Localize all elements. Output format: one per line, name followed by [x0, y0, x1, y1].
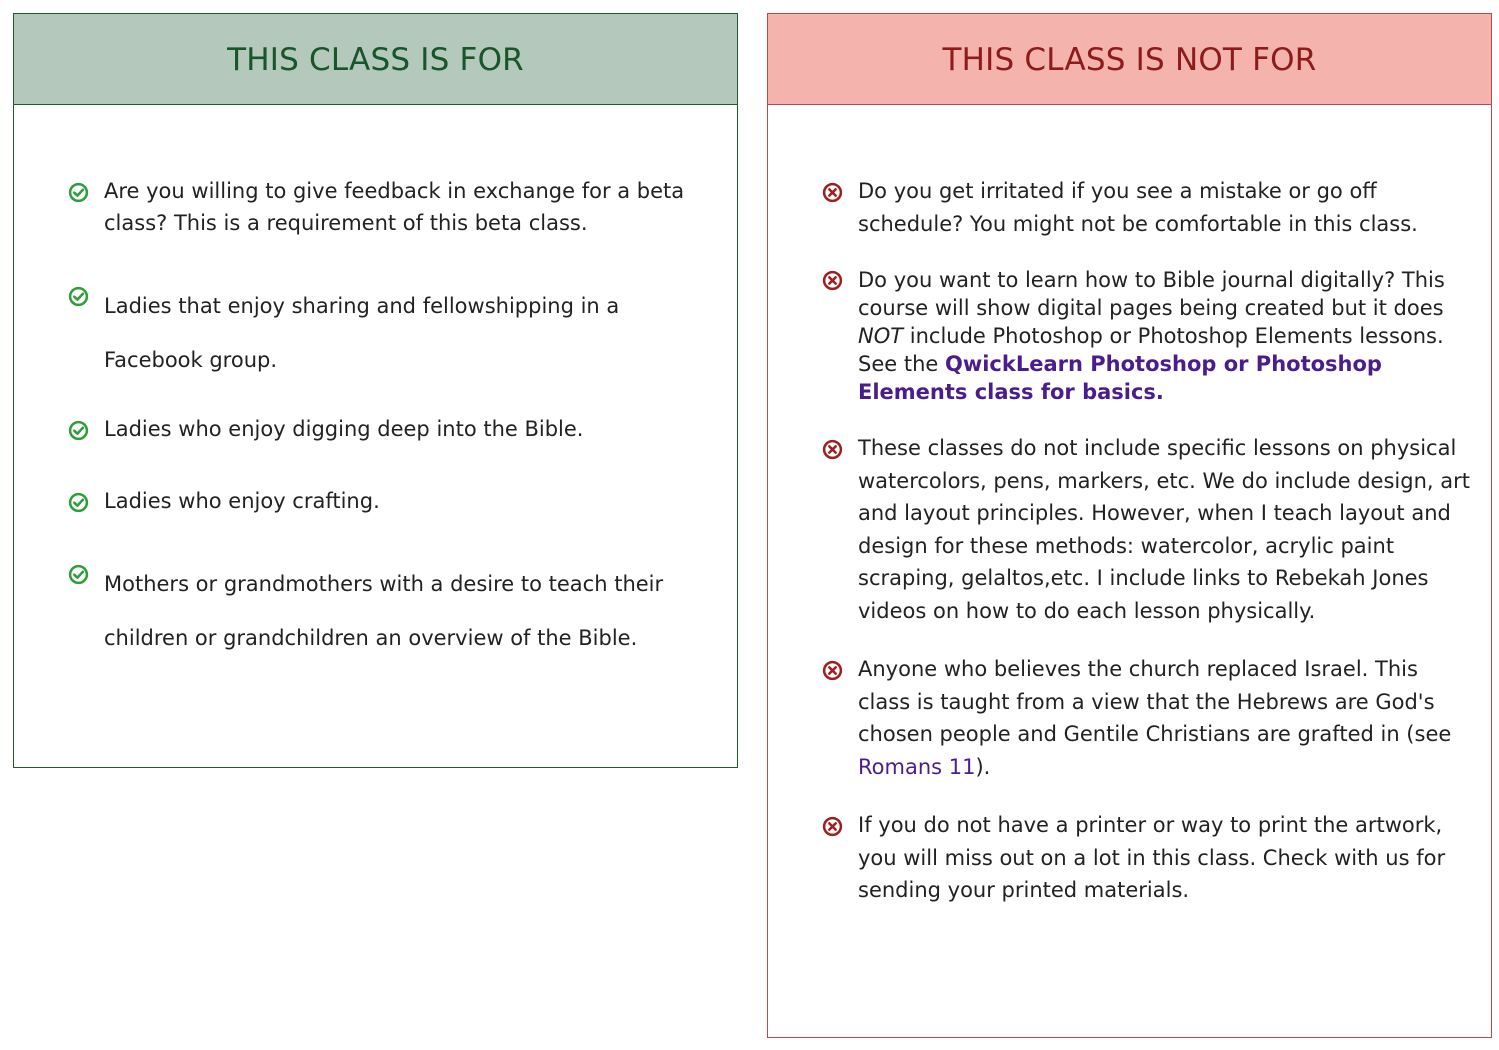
class-is-not-for-title: THIS CLASS IS NOT FOR — [768, 14, 1491, 105]
class-is-for-panel — [13, 13, 738, 768]
list-item — [68, 279, 699, 387]
list-item-text: Ladies who enjoy digging deep into the Bible. — [104, 417, 584, 441]
not-emphasis: NOT — [858, 324, 904, 348]
class-is-for-title: THIS CLASS IS FOR — [14, 14, 737, 105]
list-item — [68, 175, 699, 239]
list-item — [822, 653, 1475, 783]
list-item — [68, 557, 699, 665]
check-circle-icon — [68, 286, 89, 307]
check-circle-icon — [68, 182, 89, 203]
class-is-not-for-list — [822, 175, 1475, 933]
check-circle-icon — [68, 420, 89, 441]
list-item-text: If you do not have a printer or way to print the artwork, you will miss out on a lot in this class. Check with us for sending your printed materials. — [858, 813, 1446, 902]
x-circle-icon — [822, 270, 843, 291]
x-circle-icon — [822, 439, 843, 460]
list-item-text: Mothers or grandmothers with a desire to teach their children or grandchildren an overview of the Bible. — [104, 572, 664, 650]
list-item — [68, 413, 699, 445]
list-item — [822, 432, 1475, 627]
x-circle-icon — [822, 182, 843, 203]
list-item-text: Are you willing to give feedback in exchange for a beta class? This is a requirement of this beta class. — [104, 179, 685, 235]
list-item-text: Do you get irritated if you see a mistake or go off schedule? You might not be comfortable in this class. — [858, 179, 1418, 236]
list-item-text: These classes do not include specific lessons on physical watercolors, pens, markers, etc. We do include design, art and layout principles. However, when I teach layout and design for these methods: watercolor, acrylic paint scraping, gelaltos,etc. I include links to Rebekah Jones videos on how to do each lesson physically. — [858, 436, 1470, 623]
list-item — [822, 266, 1475, 406]
list-item-text: Anyone who believes the church replaced Israel. This class is taught from a view that the Hebrews are God's chosen people and Gentile Christians are grafted in (see Romans 11). — [858, 657, 1452, 779]
list-item-text: Ladies that enjoy sharing and fellowshipping in a Facebook group. — [104, 294, 620, 372]
x-circle-icon — [822, 816, 843, 837]
class-is-for-list — [68, 175, 699, 691]
class-is-not-for-panel — [767, 13, 1492, 1038]
qwicklearn-class-link[interactable]: QwickLearn Photoshop or Photoshop Elements class for basics. — [858, 352, 1382, 404]
check-circle-icon — [68, 492, 89, 513]
list-item — [822, 175, 1475, 240]
list-item — [68, 485, 699, 517]
list-item — [822, 809, 1475, 907]
romans-11-link[interactable]: Romans 11 — [858, 754, 976, 779]
list-item-text: Do you want to learn how to Bible journal digitally? This course will show digital pages being created but it does NOT include Photoshop or Photoshop Elements lessons. See the QwickLearn Photoshop or Photoshop Elements class for basics. — [858, 268, 1445, 404]
list-item-text: Ladies who enjoy crafting. — [104, 489, 380, 513]
x-circle-icon — [822, 660, 843, 681]
check-circle-icon — [68, 564, 89, 585]
